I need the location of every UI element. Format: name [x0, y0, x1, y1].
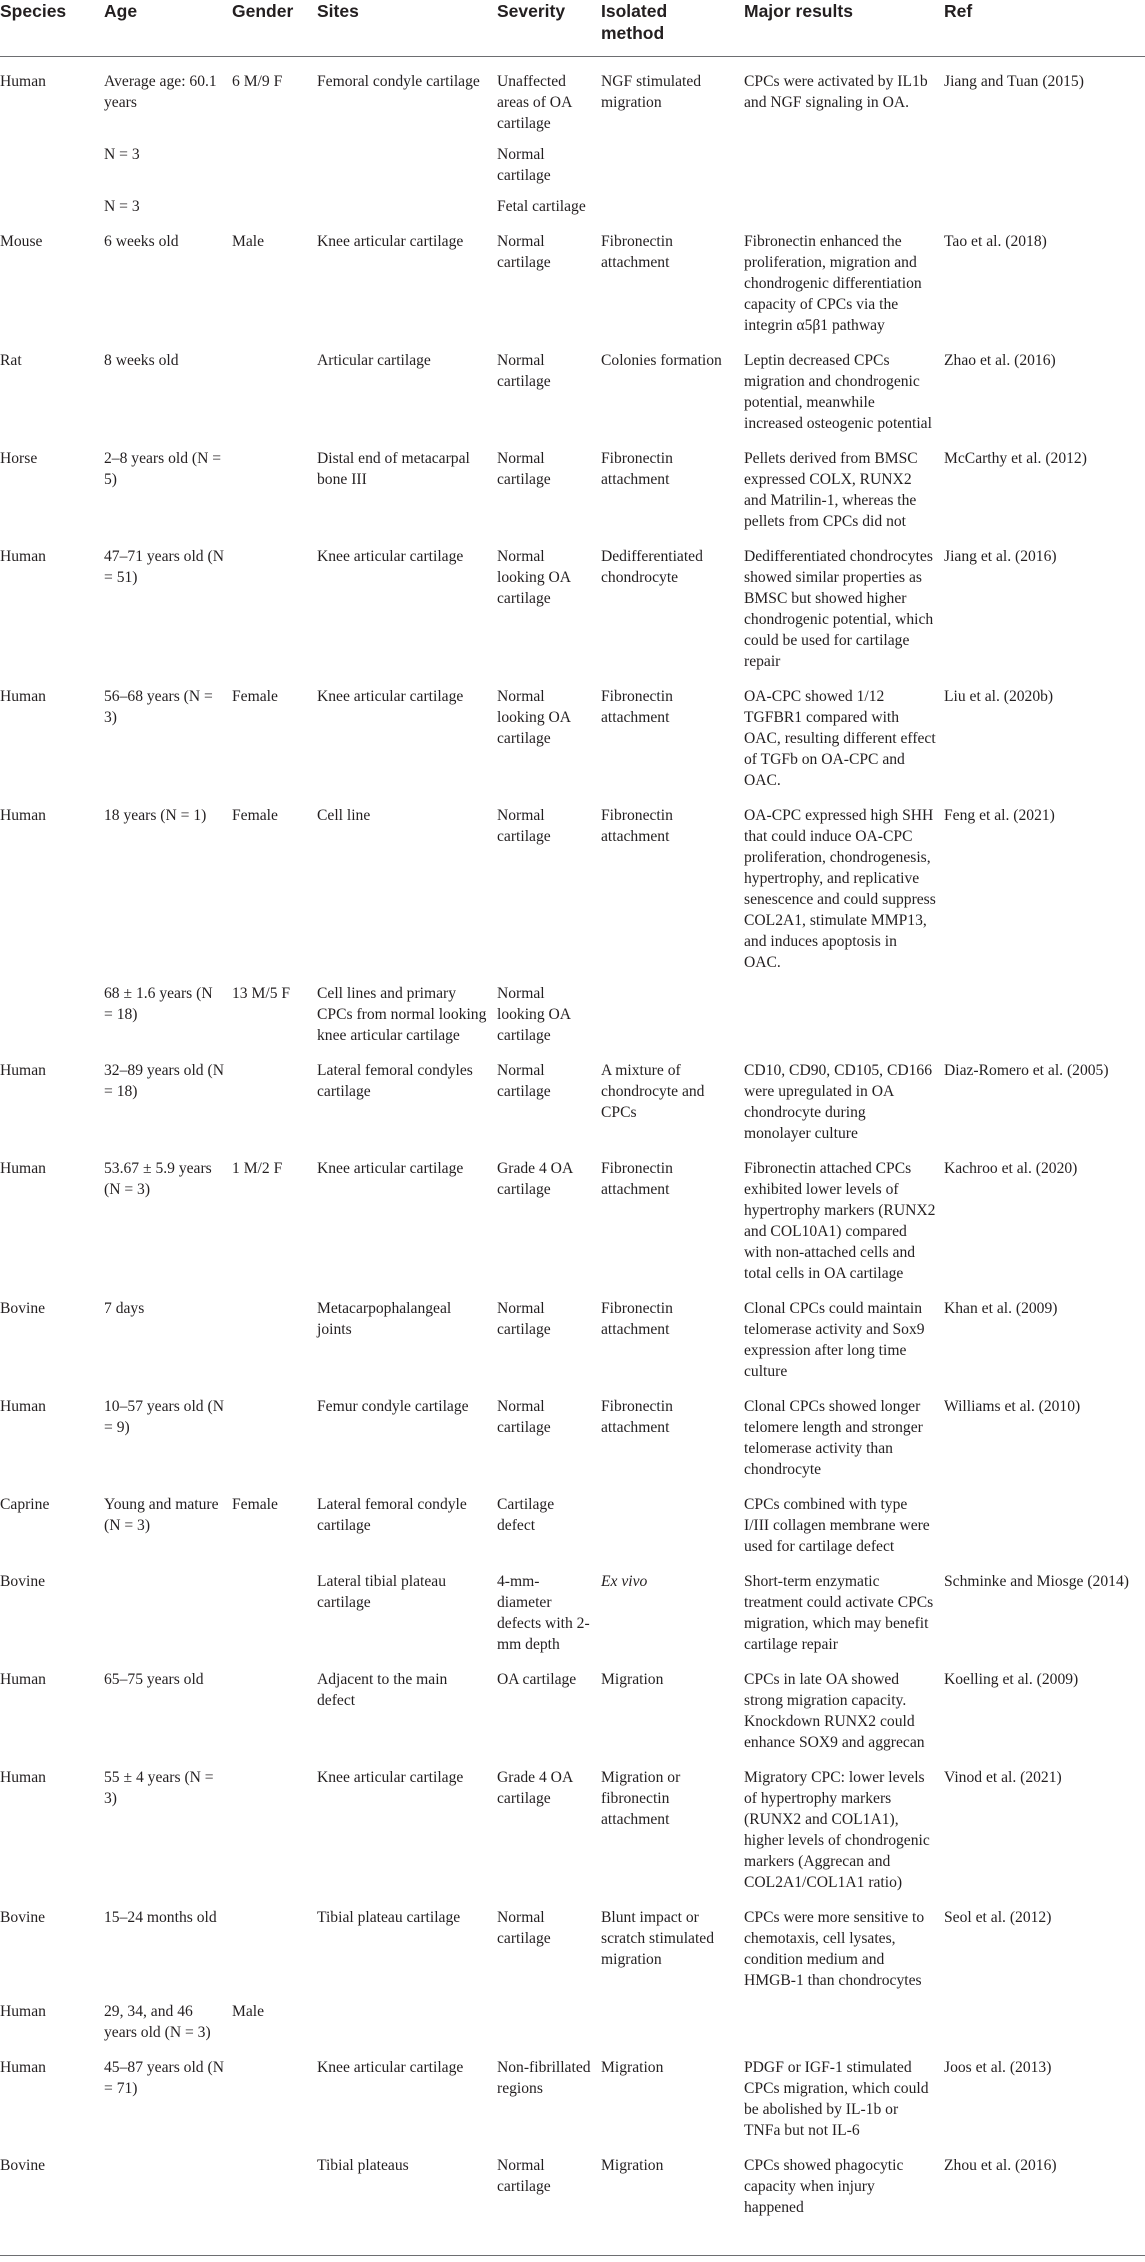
table-row	[0, 1382, 1145, 1480]
header-row	[0, 0, 1145, 57]
cell-method: Migration	[601, 2157, 664, 2174]
cell-method: A mixture of chondrocyte and CPCs	[601, 1062, 705, 1121]
header-major-results: Major results	[744, 0, 944, 57]
table-row	[0, 186, 1145, 217]
cell-gender	[232, 1753, 317, 1893]
cell-age	[104, 2141, 232, 2218]
cell-method: NGF stimulated migration	[601, 73, 702, 111]
cell-sites: Knee articular cartilage	[317, 688, 464, 705]
cell-sites: Tibial plateau cartilage	[317, 1909, 461, 1926]
cell-sites	[317, 1991, 497, 2043]
cell-sites: Femoral condyle cartilage	[317, 73, 480, 90]
cell-ref: Diaz-Romero et al. (2005)	[944, 1062, 1109, 1079]
cell-method	[601, 186, 744, 217]
cell-gender	[232, 1557, 317, 1655]
cell-severity: Normal cartilage	[497, 450, 551, 488]
cell-method: Fibronectin attachment	[601, 450, 673, 488]
cell-severity: 4-mm-diameter defects with 2-mm depth	[497, 1573, 590, 1653]
table-header	[0, 0, 1145, 57]
cell-gender: Female	[232, 688, 278, 705]
cell-age: 15–24 months old	[104, 1909, 217, 1926]
cell-age: 65–75 years old	[104, 1671, 204, 1688]
cell-species: Rat	[0, 352, 22, 369]
cell-severity: Normal cartilage	[497, 807, 551, 845]
header-sites: Sites	[317, 0, 497, 57]
cell-ref: Vinod et al. (2021)	[944, 1769, 1062, 1786]
cell-sites: Tibial plateaus	[317, 2157, 409, 2174]
cell-age: 32–89 years old (N = 18)	[104, 1062, 224, 1100]
table-row	[0, 217, 1145, 336]
cell-ref	[944, 973, 1145, 1046]
cell-sites: Knee articular cartilage	[317, 1769, 464, 1786]
cell-severity: OA cartilage	[497, 1671, 577, 1688]
cell-severity: Normal cartilage	[497, 1909, 551, 1947]
cell-gender: 6 M/9 F	[232, 73, 283, 90]
cell-ref: Koelling et al. (2009)	[944, 1671, 1079, 1688]
cell-species: Human	[0, 2003, 46, 2020]
cell-ref: Seol et al. (2012)	[944, 1909, 1052, 1926]
cell-species: Human	[0, 1671, 46, 1688]
cell-age: 47–71 years old (N = 51)	[104, 548, 224, 586]
cell-gender	[232, 2141, 317, 2218]
cell-gender	[232, 134, 317, 186]
cell-ref: Kachroo et al. (2020)	[944, 1160, 1078, 1177]
header-isolated-method	[601, 0, 744, 57]
cell-ref: Feng et al. (2021)	[944, 807, 1055, 824]
cell-age: 7 days	[104, 1300, 145, 1317]
cell-severity: Normal looking OA cartilage	[497, 688, 571, 747]
header-gender: Gender	[232, 0, 317, 57]
cell-results: CPCs were activated by IL1b and NGF signaling in OA.	[744, 73, 928, 111]
cell-method: Ex vivo	[601, 1573, 648, 1590]
cell-sites: Articular cartilage	[317, 352, 431, 369]
header-method-line1: Isolated	[601, 1, 668, 21]
cell-species: Mouse	[0, 233, 43, 250]
cell-ref: Joos et al. (2013)	[944, 2059, 1052, 2076]
cell-results: CPCs showed phagocytic capacity when injury happened	[744, 2157, 904, 2216]
cell-species: Bovine	[0, 1300, 46, 1317]
cell-severity: Normal cartilage	[497, 1062, 551, 1100]
table-row	[0, 791, 1145, 973]
cell-sites: Lateral femoral condyles cartilage	[317, 1062, 473, 1100]
table-body	[0, 57, 1145, 2219]
cell-species: Human	[0, 548, 46, 565]
cell-gender	[232, 1046, 317, 1144]
cell-sites: Knee articular cartilage	[317, 233, 464, 250]
cell-method: Fibronectin attachment	[601, 1160, 673, 1198]
cell-species: Bovine	[0, 2157, 46, 2174]
cell-age: 45–87 years old (N = 71)	[104, 2059, 224, 2097]
cell-method: Fibronectin attachment	[601, 233, 673, 271]
cell-sites: Adjacent to the main defect	[317, 1671, 448, 1709]
cell-gender	[232, 186, 317, 217]
cell-severity: Non-fibrillated regions	[497, 2059, 591, 2097]
cell-age: 18 years (N = 1)	[104, 807, 207, 824]
cell-severity: Normal cartilage	[497, 2157, 551, 2195]
table-row	[0, 1557, 1145, 1655]
table-row	[0, 1480, 1145, 1557]
cell-results: Fibronectin attached CPCs exhibited lower levels of hypertrophy markers (RUNX2 and COL10A1) compared with non-attached cells and total cells in OA cartilage	[744, 1160, 936, 1282]
cell-severity: Grade 4 OA cartilage	[497, 1769, 573, 1807]
cell-method: Fibronectin attachment	[601, 807, 673, 845]
cell-sites: Lateral tibial plateau cartilage	[317, 1573, 447, 1611]
table-row	[0, 57, 1145, 135]
cell-method: Fibronectin attachment	[601, 1300, 673, 1338]
table-row	[0, 1046, 1145, 1144]
cell-age: 53.67 ± 5.9 years (N = 3)	[104, 1160, 212, 1198]
cell-species: Human	[0, 1160, 46, 1177]
cell-ref: Khan et al. (2009)	[944, 1300, 1058, 1317]
cell-results: CPCs combined with type I/III collagen membrane were used for cartilage defect	[744, 1496, 930, 1555]
cell-gender	[232, 434, 317, 532]
cell-ref	[944, 1991, 1145, 2043]
header-age: Age	[104, 0, 232, 57]
cell-ref: McCarthy et al. (2012)	[944, 450, 1087, 467]
cell-gender: Male	[232, 2003, 265, 2020]
cell-results: Migratory CPC: lower levels of hypertrophy markers (RUNX2 and COL1A1), higher levels of chondrogenic markers (Aggrecan and COL2A1/COL1A1 ratio)	[744, 1769, 930, 1891]
table-row	[0, 2141, 1145, 2218]
cell-severity: Normal looking OA cartilage	[497, 548, 571, 607]
cell-species: Human	[0, 2059, 46, 2076]
cell-severity: Normal cartilage	[497, 1398, 551, 1436]
cell-ref	[944, 186, 1145, 217]
cell-results: OA-CPC showed 1/12 TGFBR1 compared with OAC, resulting different effect of TGFb on OA-CPC and OAC.	[744, 688, 936, 789]
cell-severity: Normal cartilage	[497, 1300, 551, 1338]
cell-results: Clonal CPCs could maintain telomerase activity and Sox9 expression after long time culture	[744, 1300, 925, 1380]
cell-gender: Female	[232, 1496, 278, 1513]
cell-results: Pellets derived from BMSC expressed COLX, RUNX2 and Matrilin-1, whereas the pellets from CPCs did not	[744, 450, 918, 530]
cell-results: Fibronectin enhanced the proliferation, migration and chondrogenic differentiation capacity of CPCs via the integrin α5β1 pathway	[744, 233, 922, 334]
cell-species	[0, 186, 104, 217]
cell-gender	[232, 1893, 317, 1991]
table-row	[0, 434, 1145, 532]
cell-age: 2–8 years old (N = 5)	[104, 450, 222, 488]
cell-results	[744, 134, 944, 186]
cell-age: 56–68 years (N = 3)	[104, 688, 213, 726]
cell-ref: Williams et al. (2010)	[944, 1398, 1081, 1415]
table-row	[0, 134, 1145, 186]
cell-ref: Jiang et al. (2016)	[944, 548, 1057, 565]
cell-age: 6 weeks old	[104, 233, 179, 250]
cell-sites: Cell lines and primary CPCs from normal looking knee articular cartilage	[317, 985, 487, 1044]
cell-method: Colonies formation	[601, 352, 722, 369]
header-severity: Severity	[497, 0, 601, 57]
cell-method	[601, 134, 744, 186]
cell-species: Bovine	[0, 1573, 46, 1590]
cell-results	[744, 1991, 944, 2043]
cell-severity: Normal cartilage	[497, 352, 551, 390]
cell-species: Human	[0, 73, 46, 90]
cell-species	[0, 973, 104, 1046]
cell-age: 68 ± 1.6 years (N = 18)	[104, 985, 213, 1023]
cell-method: Blunt impact or scratch stimulated migration	[601, 1909, 715, 1968]
cell-results: CD10, CD90, CD105, CD166 were upregulated in OA chondrocyte during monolayer culture	[744, 1062, 933, 1142]
cell-method: Migration	[601, 1671, 664, 1688]
cell-results: CPCs were more sensitive to chemotaxis, cell lysates, condition medium and HMGB-1 than chondrocytes	[744, 1909, 925, 1989]
cell-gender	[232, 1382, 317, 1480]
cell-results: Leptin decreased CPCs migration and chondrogenic potential, meanwhile increased osteogenic potential	[744, 352, 932, 432]
cell-method	[601, 973, 744, 1046]
cell-age: N = 3	[104, 198, 140, 215]
cell-species: Human	[0, 807, 46, 824]
cell-results: Dedifferentiated chondrocytes showed similar properties as BMSC but showed higher chondrogenic potential, which could be used for cartilage repair	[744, 548, 934, 670]
table-row	[0, 1991, 1145, 2043]
cell-age: Young and mature (N = 3)	[104, 1496, 219, 1534]
cell-severity: Normal cartilage	[497, 146, 551, 184]
cell-sites: Femur condyle cartilage	[317, 1398, 469, 1415]
table-row	[0, 973, 1145, 1046]
cell-sites: Lateral femoral condyle cartilage	[317, 1496, 467, 1534]
cell-results: PDGF or IGF-1 stimulated CPCs migration, which could be abolished by IL-1b or TNFa but not IL-6	[744, 2059, 929, 2139]
cell-sites: Metacarpophalangeal joints	[317, 1300, 452, 1338]
table-bottom-rule	[0, 2255, 1145, 2256]
cell-sites	[317, 134, 497, 186]
cell-species: Human	[0, 688, 46, 705]
cell-gender	[232, 336, 317, 434]
cell-results: CPCs in late OA showed strong migration capacity. Knockdown RUNX2 could enhance SOX9 and aggrecan	[744, 1671, 925, 1751]
cell-method: Migration	[601, 2059, 664, 2076]
cell-age: 10–57 years old (N = 9)	[104, 1398, 224, 1436]
cell-species	[0, 134, 104, 186]
cell-gender: Male	[232, 233, 265, 250]
cell-severity: Normal looking OA cartilage	[497, 985, 571, 1044]
cell-sites: Distal end of metacarpal bone III	[317, 450, 470, 488]
cell-age: 29, 34, and 46 years old (N = 3)	[104, 2003, 211, 2041]
table-row	[0, 336, 1145, 434]
cell-severity: Unaffected areas of OA cartilage	[497, 73, 572, 132]
table-row	[0, 672, 1145, 791]
cell-gender	[232, 2043, 317, 2141]
cell-results: Short-term enzymatic treatment could activate CPCs migration, which may benefit cartilage repair	[744, 1573, 934, 1653]
cell-ref: Jiang and Tuan (2015)	[944, 73, 1084, 90]
cell-method	[601, 1480, 744, 1557]
cell-ref: Zhou et al. (2016)	[944, 2157, 1057, 2174]
cell-gender	[232, 1655, 317, 1753]
cell-severity: Grade 4 OA cartilage	[497, 1160, 573, 1198]
cell-severity	[497, 1991, 601, 2043]
table-row	[0, 2043, 1145, 2141]
header-method-line2: method	[601, 23, 665, 43]
cell-method: Migration or fibronectin attachment	[601, 1769, 681, 1828]
cell-sites: Knee articular cartilage	[317, 2059, 464, 2076]
cell-gender: Female	[232, 807, 278, 824]
cell-sites: Knee articular cartilage	[317, 548, 464, 565]
cell-results: OA-CPC expressed high SHH that could induce OA-CPC proliferation, chondrogenesis, hypertrophy, and replicative senescence and could suppress COL2A1, stimulate MMP13, and induces apoptosis in OAC.	[744, 807, 936, 971]
cell-ref: Tao et al. (2018)	[944, 233, 1047, 250]
cell-sites: Knee articular cartilage	[317, 1160, 464, 1177]
cell-gender: 1 M/2 F	[232, 1160, 283, 1177]
cell-species: Horse	[0, 450, 38, 467]
cell-species: Human	[0, 1769, 46, 1786]
cell-method: Fibronectin attachment	[601, 1398, 673, 1436]
cell-severity: Cartilage defect	[497, 1496, 555, 1534]
cell-species: Human	[0, 1062, 46, 1079]
cell-ref	[944, 1480, 1145, 1557]
cell-ref: Schminke and Miosge (2014)	[944, 1573, 1129, 1590]
table-row	[0, 1284, 1145, 1382]
cell-method: Fibronectin attachment	[601, 688, 673, 726]
cell-age	[104, 1557, 232, 1655]
cell-species: Human	[0, 1398, 46, 1415]
cell-method	[601, 1991, 744, 2043]
cell-sites	[317, 186, 497, 217]
cell-age: N = 3	[104, 146, 140, 163]
header-ref: Ref	[944, 0, 1145, 57]
cell-gender: 13 M/5 F	[232, 985, 291, 1002]
cell-ref: Liu et al. (2020b)	[944, 688, 1054, 705]
header-species: Species	[0, 0, 104, 57]
cell-age: Average age: 60.1 years	[104, 73, 217, 111]
cell-ref: Zhao et al. (2016)	[944, 352, 1056, 369]
cell-severity: Fetal cartilage	[497, 198, 586, 215]
table-row	[0, 1144, 1145, 1284]
table-row	[0, 1753, 1145, 1893]
cell-results	[744, 973, 944, 1046]
cell-results: Clonal CPCs showed longer telomere length and stronger telomerase activity than chondrocyte	[744, 1398, 923, 1478]
cell-severity: Normal cartilage	[497, 233, 551, 271]
cell-method: Dedifferentiated chondrocyte	[601, 548, 703, 586]
table-row	[0, 1893, 1145, 1991]
cell-sites: Cell line	[317, 807, 371, 824]
cell-gender	[232, 1284, 317, 1382]
cell-results	[744, 186, 944, 217]
cell-age: 55 ± 4 years (N = 3)	[104, 1769, 214, 1807]
cell-species: Caprine	[0, 1496, 50, 1513]
cell-gender	[232, 532, 317, 672]
table-row	[0, 1655, 1145, 1753]
cell-ref	[944, 134, 1145, 186]
cell-age: 8 weeks old	[104, 352, 179, 369]
table-row	[0, 532, 1145, 672]
cell-species: Bovine	[0, 1909, 46, 1926]
